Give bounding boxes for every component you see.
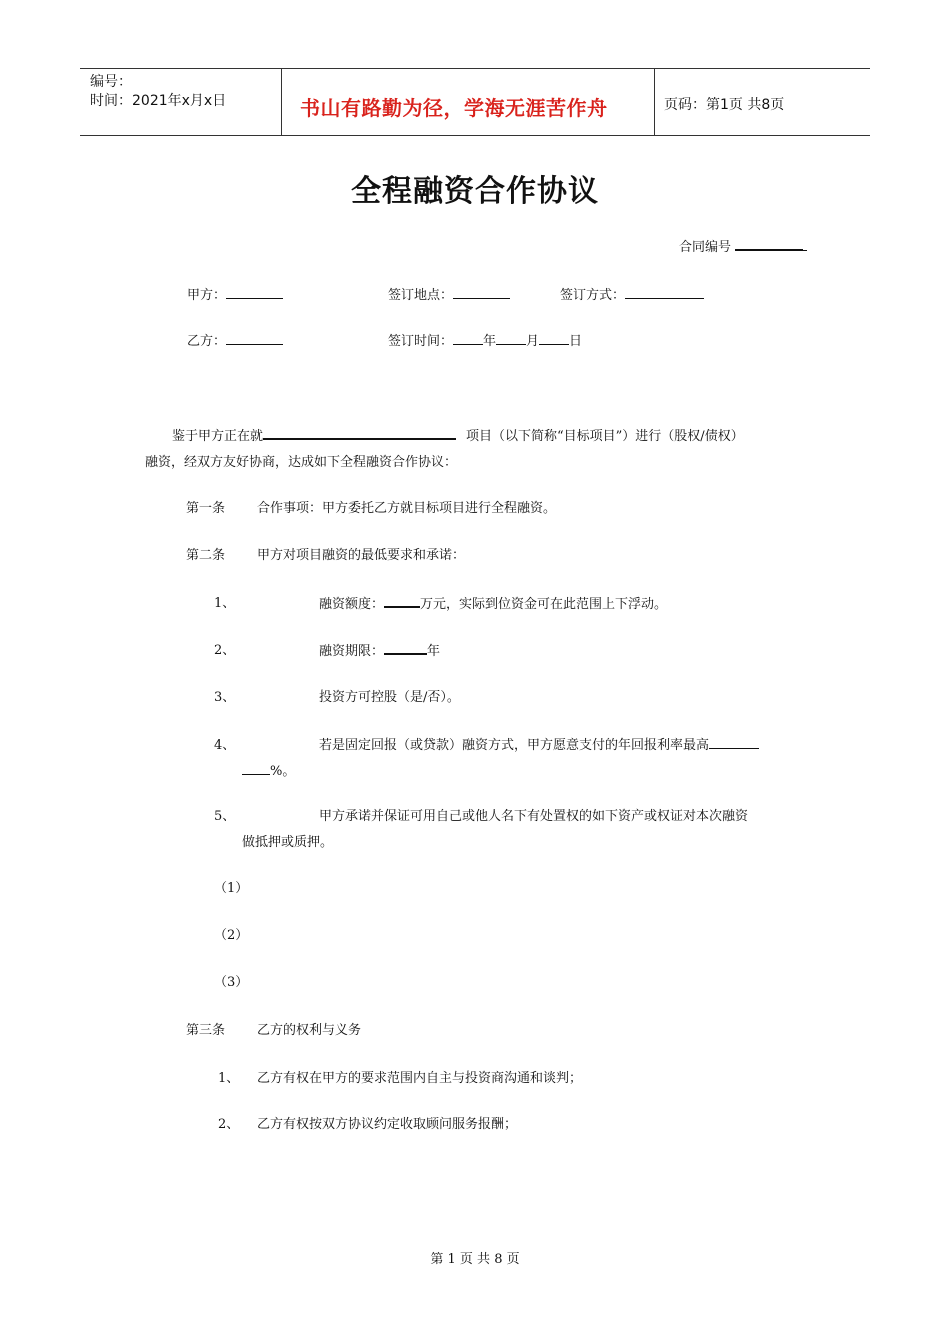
sign-method-label: 签订方式： <box>560 288 626 303</box>
header-top-border <box>80 68 870 69</box>
header-page-label: 页码：第1页 共8页 <box>664 97 785 113</box>
sign-place-label: 签订地点： <box>388 288 454 303</box>
header-divider-right <box>654 68 655 136</box>
item-2-2-text <box>319 639 440 659</box>
preamble-line-1 <box>172 424 744 444</box>
article-2-text: 甲方对项目融资的最低要求和承诺： <box>257 548 466 563</box>
year-label: 年 <box>483 334 497 349</box>
item-2-4-cont: %。 <box>270 764 296 779</box>
item-2-4-continuation <box>242 760 295 779</box>
item-2-4-main: 若是固定回报（或贷款）融资方式，甲方愿意支付的年回报利率最高 <box>319 738 710 753</box>
sign-place-blank[interactable] <box>453 284 510 299</box>
interest-rate-blank-b[interactable] <box>242 760 270 775</box>
document-title: 全程融资合作协议 <box>351 174 599 209</box>
header-motto: 书山有路勤为径，学海无涯苦作舟 <box>300 96 608 120</box>
item-2-4-text <box>319 734 759 753</box>
party-a-blank[interactable] <box>226 284 283 299</box>
party-b-blank[interactable] <box>226 330 283 345</box>
header-time-label: 时间：2021年x月x日 <box>90 93 227 109</box>
financing-term-blank[interactable] <box>384 639 427 655</box>
day-label: 日 <box>569 334 583 349</box>
party-a-label: 甲方： <box>187 288 227 303</box>
item-2-1-post: 万元，实际到位资金可在此范围上下浮动。 <box>420 597 668 612</box>
contract-number-blank[interactable] <box>735 235 803 251</box>
sign-month-blank[interactable] <box>496 330 526 345</box>
item-2-3-number: 3、 <box>214 690 236 705</box>
item-2-5-text: 甲方承诺并保证可用自己或他人名下有处置权的如下资产或权证对本次融资 <box>319 809 749 824</box>
project-name-blank[interactable] <box>263 424 456 440</box>
sign-time-row <box>388 330 582 349</box>
article-1-number: 第一条 <box>186 501 226 516</box>
sub-item-2: （2） <box>214 928 249 943</box>
sign-method-row <box>560 284 704 303</box>
item-2-5-continuation: 做抵押或质押。 <box>242 835 334 850</box>
header-divider-left <box>281 68 282 136</box>
sign-place-row <box>388 284 510 303</box>
item-2-2-pre: 融资期限： <box>319 644 385 659</box>
party-b-row <box>187 330 283 349</box>
contract-number-row <box>679 235 807 255</box>
preamble-line-2: 融资，经双方友好协商，达成如下全程融资合作协议： <box>145 455 458 470</box>
preamble-text-b: 项目（以下简称“目标项目”）进行（股权/债权） <box>466 429 744 444</box>
financing-amount-blank[interactable] <box>384 592 420 608</box>
sign-day-blank[interactable] <box>539 330 569 345</box>
item-2-2-post: 年 <box>427 644 441 659</box>
party-a-row <box>187 284 283 303</box>
article-1-text: 合作事项：甲方委托乙方就目标项目进行全程融资。 <box>257 501 557 516</box>
item-3-1-number: 1、 <box>218 1071 240 1086</box>
item-3-2-text: 乙方有权按双方协议约定收取顾问服务报酬； <box>257 1117 518 1132</box>
sign-time-label: 签订时间： <box>388 334 454 349</box>
item-2-4-number: 4、 <box>214 738 236 753</box>
item-2-3-text: 投资方可控股（是/否）。 <box>319 690 460 705</box>
contract-number-blank-tail <box>803 236 807 251</box>
item-2-5-number: 5、 <box>214 809 236 824</box>
contract-number-label: 合同编号 <box>679 240 732 255</box>
article-3-number: 第三条 <box>186 1023 226 1038</box>
article-3-text: 乙方的权利与义务 <box>257 1023 362 1038</box>
page-footer: 第 1 页 共 8 页 <box>430 1252 520 1267</box>
header-number-label: 编号： <box>90 74 132 90</box>
item-2-1-pre: 融资额度： <box>319 597 385 612</box>
item-3-2-number: 2、 <box>218 1117 240 1132</box>
sign-method-blank[interactable] <box>625 284 704 299</box>
preamble-text-a: 鉴于甲方正在就 <box>172 429 264 444</box>
interest-rate-blank-a[interactable] <box>709 734 759 749</box>
item-2-1-text <box>319 592 667 612</box>
month-label: 月 <box>526 334 540 349</box>
sign-year-blank[interactable] <box>453 330 483 345</box>
header-bottom-border <box>80 135 870 136</box>
sub-item-3: （3） <box>214 975 249 990</box>
sub-item-1: （1） <box>214 881 249 896</box>
party-b-label: 乙方： <box>187 334 227 349</box>
item-2-1-number: 1、 <box>214 596 236 611</box>
article-2-number: 第二条 <box>186 548 226 563</box>
item-2-2-number: 2、 <box>214 643 236 658</box>
item-3-1-text: 乙方有权在甲方的要求范围内自主与投资商沟通和谈判； <box>257 1071 583 1086</box>
